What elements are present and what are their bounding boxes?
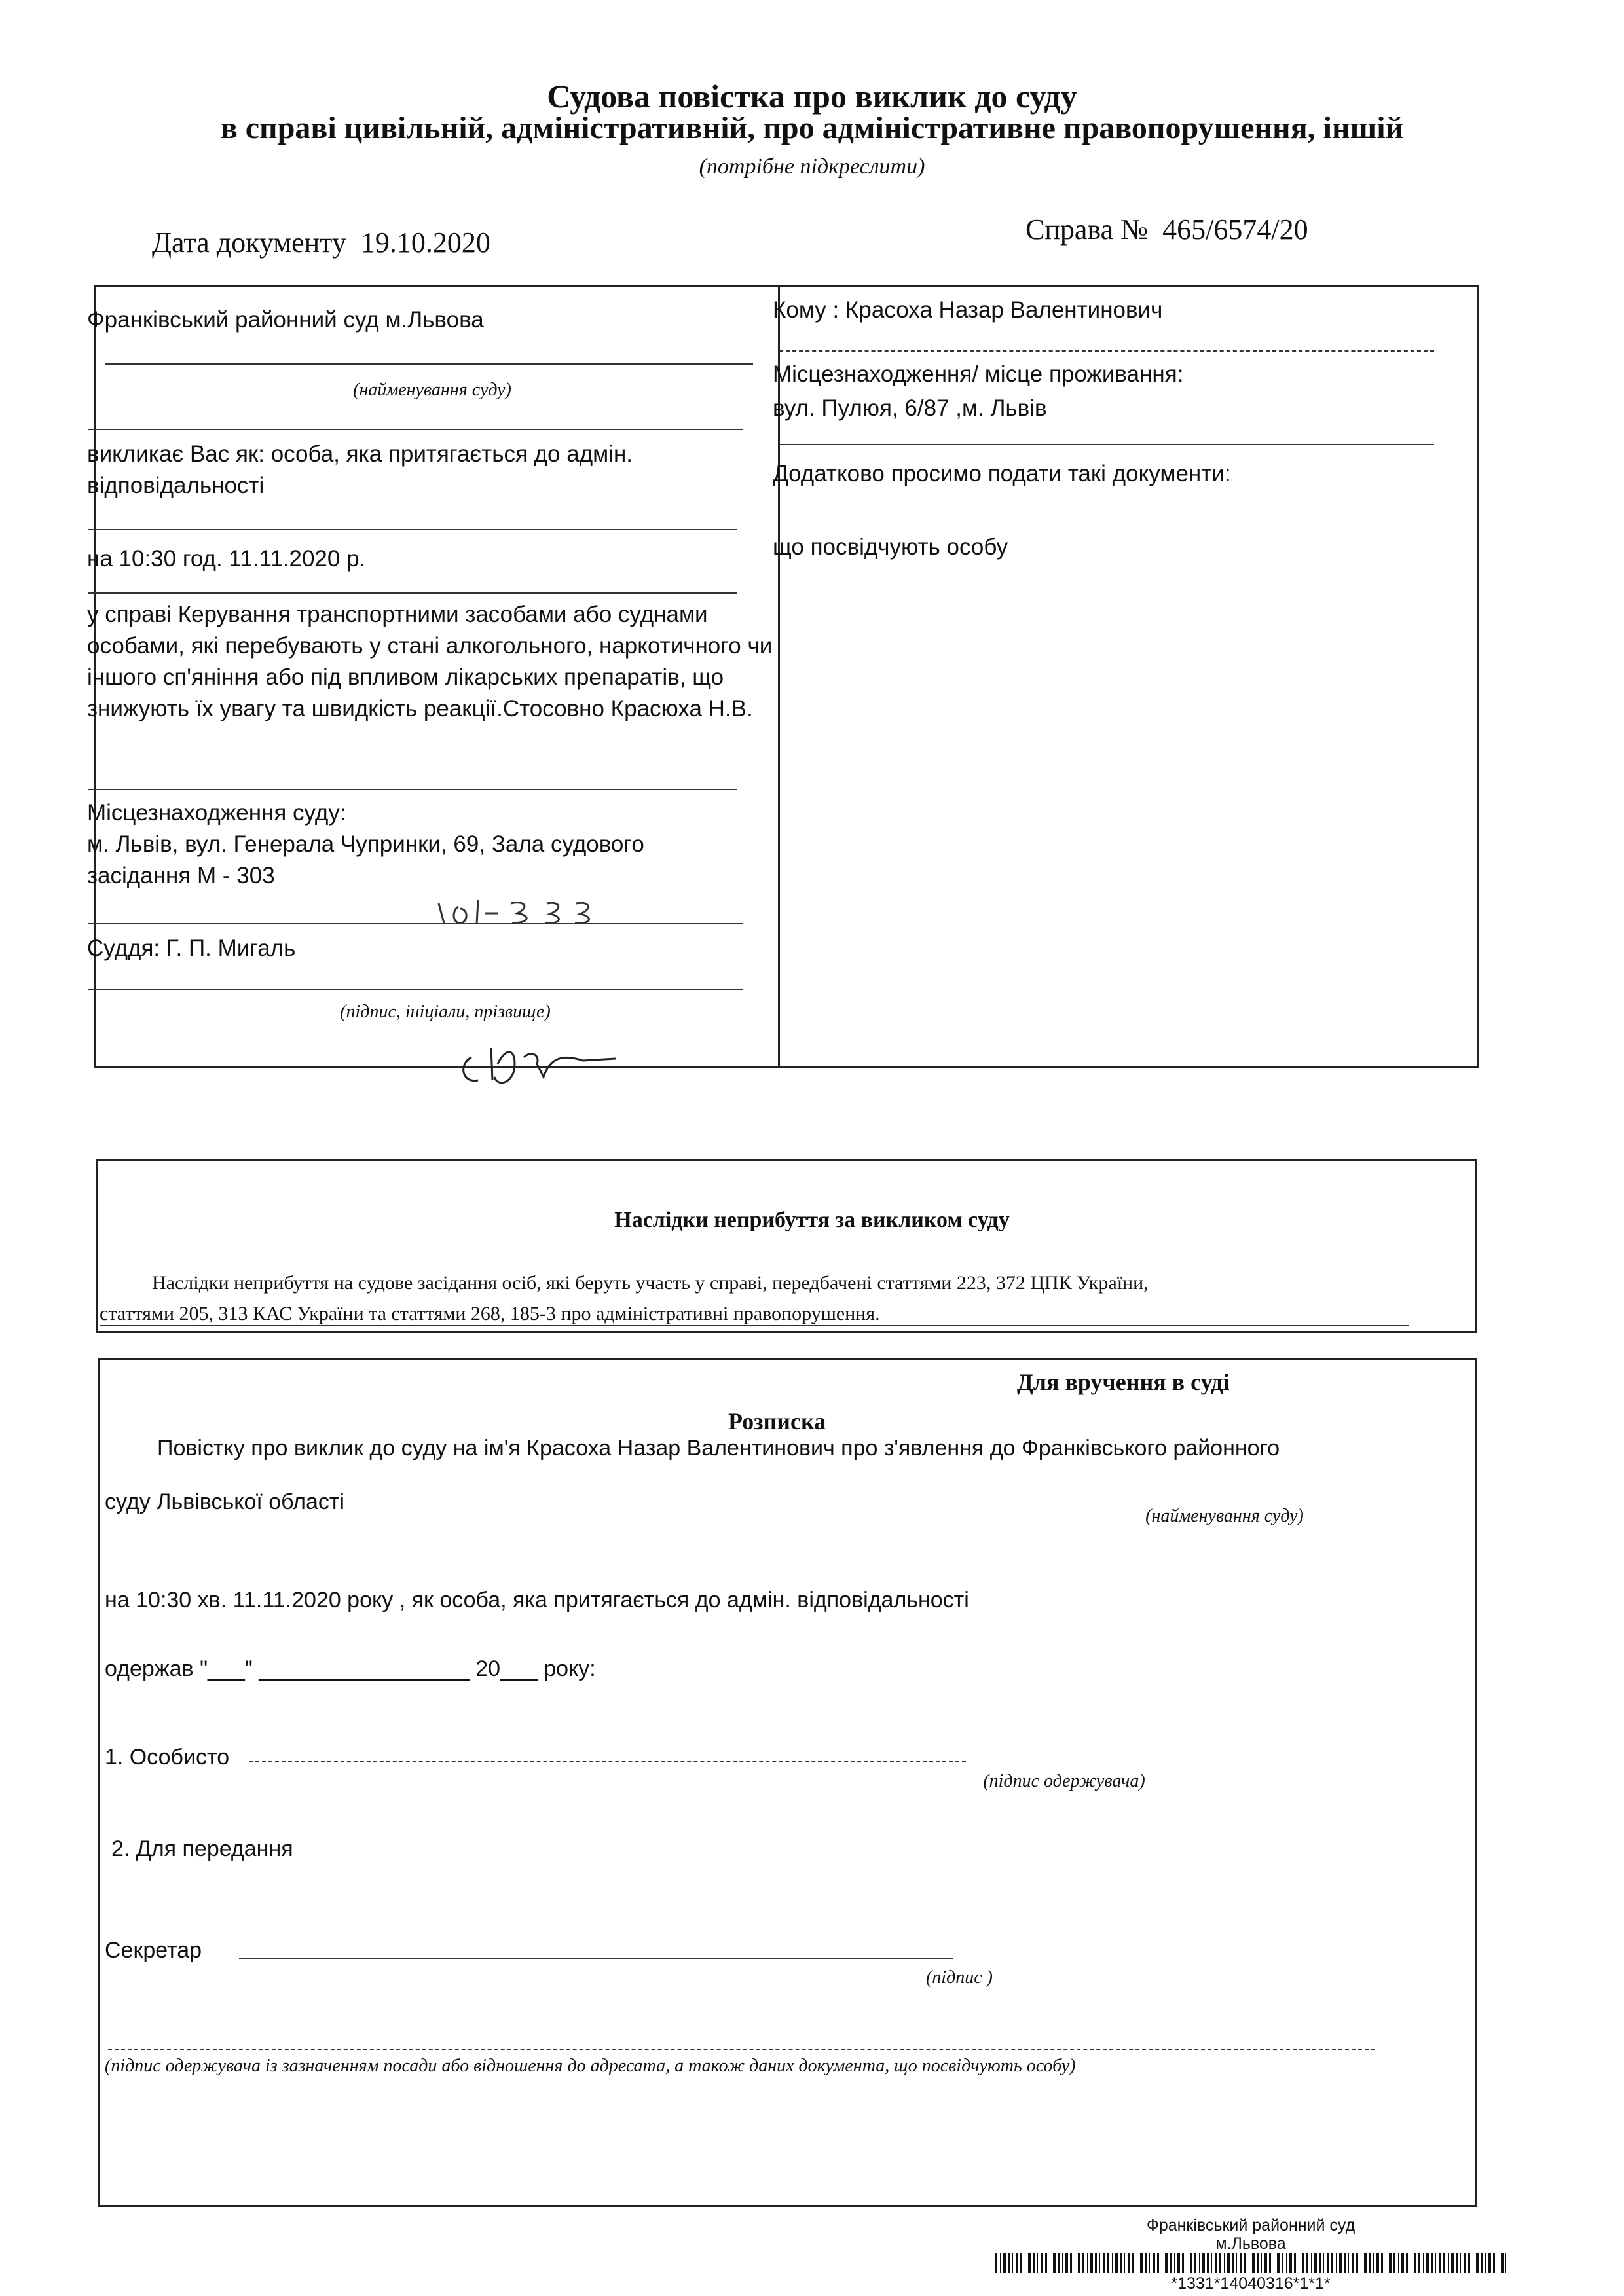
personally-signature-line[interactable] — [249, 1761, 966, 1762]
receipt-line1: Повістку про виклик до суду на ім'я Красоха Назар Валентинович про з'явлення до Франківського районного — [157, 1436, 1280, 1461]
judge: Суддя: Г. П. Мигаль — [87, 936, 296, 961]
recipient-details-line[interactable] — [108, 2049, 1375, 2050]
title-line2: в справі цивільній, адміністративній, про адміністративне правопорушення, іншій — [220, 111, 1404, 145]
barcode-text: *1331*14040316*1*1* — [1171, 2274, 1331, 2293]
handwritten-room-note — [432, 877, 694, 930]
hearing-time: на 10:30 год. 11.11.2020 р. — [87, 546, 366, 572]
court-name-line — [105, 363, 753, 365]
case-subject: у справі Керування транспортними засобами або суднами особами, які перебувають у стані алкогольного, наркотичного чи іншого сп'яніння або під впливом лікарських препаратів, що знижують їх увагу та швидкість реакції.Стосовно Красюха Н.В. — [87, 602, 773, 721]
court-location-label: Місцезнаходження суду: — [87, 800, 346, 826]
personally-label: 1. Особисто — [105, 1745, 230, 1770]
recipient-name: Кому : Красоха Назар Валентинович — [773, 297, 1163, 323]
title-note: (потрібне підкреслити) — [699, 155, 925, 179]
secretary-sign-caption: (підпис ) — [925, 1967, 993, 1988]
title-line1: Судова повістка про виклик до суду — [547, 78, 1077, 115]
signature-caption: (підпис, ініціали, прізвище) — [340, 1002, 551, 1022]
consequences-text-2: статтями 205, 313 КАС України та статтями 268, 185-3 про адміністративні правопорушення. — [100, 1303, 1409, 1326]
stamp-line1: Франківський районний суд — [1146, 2216, 1356, 2234]
recipient-caption: (підпис одержувача) — [983, 1771, 1145, 1791]
divider-2 — [88, 529, 737, 530]
divider-1 — [88, 429, 743, 430]
receipt-court-caption: (найменування суду) — [1145, 1506, 1304, 1526]
summons-role: викликає Вас як: особа, яка притягається до адмін. відповідальності — [87, 441, 633, 498]
consequences-text-1: Наслідки неприбуття на судове засідання осіб, які беруть участь у справі, передбачені статтями 223, 372 ЦПК України, — [152, 1272, 1149, 1294]
case-label: Справа № — [1025, 213, 1149, 246]
case-value: 465/6574/20 — [1162, 213, 1308, 246]
secretary-signature-line[interactable] — [239, 1958, 953, 1959]
receipt-title: Розписка — [728, 1408, 826, 1434]
barcode-icon — [995, 2253, 1506, 2273]
court-caption: (найменування суду) — [353, 380, 511, 400]
judge-signature-icon — [445, 1018, 629, 1090]
secretary-label: Секретар — [105, 1938, 202, 1963]
divider-3 — [88, 592, 737, 594]
received-date: одержав "___" _________________ 20___ року: — [105, 1656, 596, 1681]
transfer-label: 2. Для передання — [111, 1836, 293, 1861]
divider-5 — [88, 923, 743, 924]
receipt-line3: на 10:30 хв. 11.11.2020 року , як особа, яка притягається до адмін. відповідальності — [105, 1588, 969, 1613]
date-label: Дата документу — [152, 227, 346, 259]
recipient-line — [779, 350, 1434, 352]
court-name: Франківський районний суд м.Львова — [87, 307, 484, 333]
documents-label: Додатково просимо подати такі документи: — [773, 461, 1231, 486]
residence-line — [779, 444, 1434, 445]
consequences-title: Наслідки неприбуття за викликом суду — [614, 1208, 1010, 1232]
court-location-value: м. Львів, вул. Генерала Чупринки, 69, Зала судового засідання М - 303 — [87, 831, 644, 888]
judge-line — [88, 989, 743, 990]
date-value: 19.10.2020 — [360, 227, 490, 259]
residence-label: Місцезнаходження/ місце проживання: — [773, 361, 1184, 387]
residence-value: вул. Пулюя, 6/87 ,м. Львів — [773, 395, 1047, 421]
receipt-line2: суду Львівської області — [105, 1489, 344, 1514]
stamp-line2: м.Львова — [1215, 2234, 1286, 2253]
divider-4 — [88, 789, 737, 790]
footer-caption: (підпис одержувача із зазначенням посади або відношення до адресата, а також даних документа, що посвідчують особу) — [105, 2056, 1076, 2076]
for-court-label: Для вручення в суді — [1017, 1369, 1230, 1395]
documents-value: що посвідчують особу — [773, 534, 1008, 560]
case-number — [1025, 213, 1308, 246]
document-date — [152, 226, 490, 259]
